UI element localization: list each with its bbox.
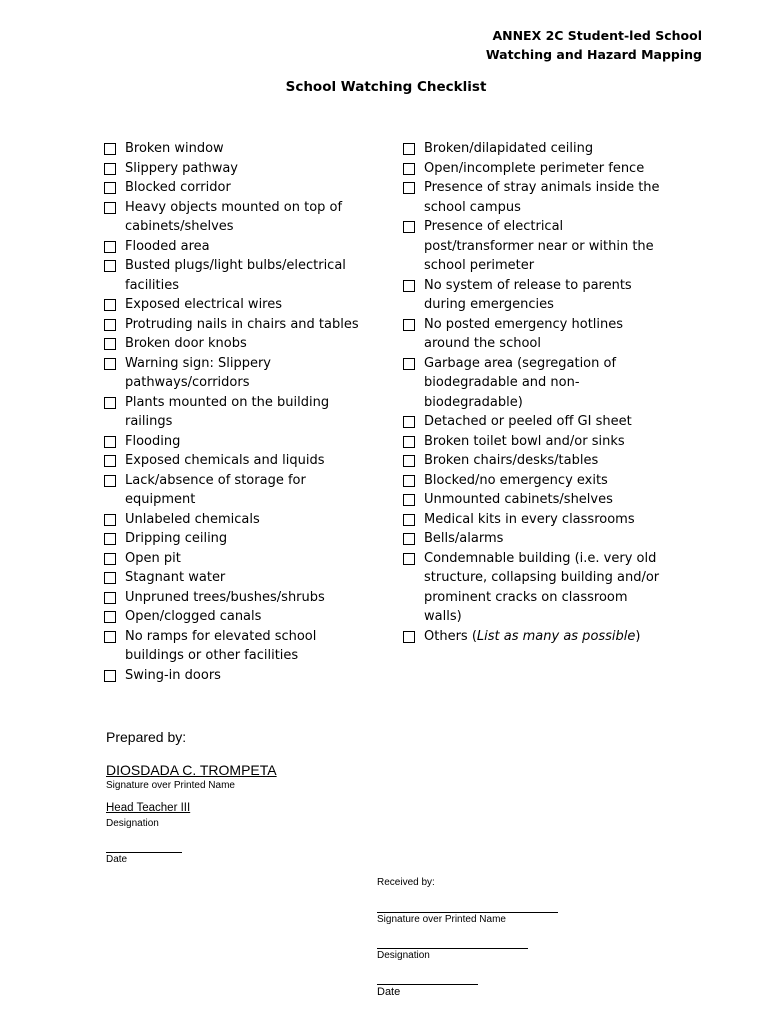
preparer-date-line bbox=[106, 852, 182, 853]
checklist-item-label: Broken window bbox=[125, 141, 224, 156]
checkbox[interactable] bbox=[403, 494, 415, 506]
checklist-item-label: Blocked/no emergency exits bbox=[424, 472, 608, 488]
checklist-item bbox=[104, 529, 374, 549]
checkbox[interactable] bbox=[104, 319, 116, 331]
checklist-item-label: No ramps for elevated school buildings or other facilities bbox=[125, 628, 317, 663]
checklist-item-label: Flooding bbox=[125, 433, 181, 449]
checklist-item bbox=[403, 412, 668, 432]
receiver-signature-line bbox=[377, 912, 558, 913]
page-title: School Watching Checklist bbox=[285, 79, 487, 95]
checklist-item-label: Garbage area (segregation of biodegradable and non-biodegradable) bbox=[424, 355, 617, 410]
checkbox[interactable] bbox=[104, 611, 116, 623]
checkbox[interactable] bbox=[104, 475, 116, 487]
checklist-item-label: No posted emergency hotlines around the school bbox=[424, 316, 624, 351]
checklist-item-label: Unlabeled chemicals bbox=[125, 511, 260, 527]
others-suffix: ) bbox=[635, 628, 641, 644]
checklist-item bbox=[403, 432, 668, 452]
checklist-item-label: No system of release to parents during emergencies bbox=[424, 277, 632, 312]
checklist-item-label: Blocked corridor bbox=[125, 180, 231, 195]
left-checklist bbox=[104, 139, 374, 685]
checkbox[interactable] bbox=[403, 319, 415, 331]
checkbox[interactable] bbox=[104, 260, 116, 272]
checkbox[interactable] bbox=[104, 143, 116, 155]
checklist-item bbox=[104, 510, 374, 530]
prepared-by-label: Prepared by: bbox=[106, 729, 187, 745]
checklist-item bbox=[104, 256, 374, 295]
checklist-item bbox=[104, 607, 374, 627]
preparer-designation-caption: Designation bbox=[106, 818, 159, 829]
checkbox[interactable] bbox=[403, 553, 415, 565]
received-by-label: Received by: bbox=[377, 877, 435, 888]
checkbox[interactable] bbox=[104, 202, 116, 214]
preparer-designation: Head Teacher III bbox=[106, 802, 191, 814]
checklist-item bbox=[104, 237, 374, 257]
checklist-item-label: Lack/absence of storage for equipment bbox=[125, 472, 306, 507]
checkbox[interactable] bbox=[104, 631, 116, 643]
checklist-item bbox=[104, 159, 374, 179]
receiver-designation-caption: Designation bbox=[377, 950, 430, 961]
others-instruction: List as many as possible bbox=[476, 628, 636, 644]
checklist-item-label: Broken door knobs bbox=[125, 336, 247, 351]
checklist-item bbox=[403, 178, 668, 217]
checklist-item bbox=[104, 471, 374, 510]
preparer-name: DIOSDADA C. TROMPETA bbox=[106, 762, 277, 778]
checklist-item bbox=[403, 510, 668, 530]
checkbox[interactable] bbox=[403, 163, 415, 175]
checklist-item bbox=[104, 451, 374, 471]
checklist-item-label: Warning sign: Slippery pathways/corridors bbox=[125, 355, 271, 390]
checkbox[interactable] bbox=[104, 163, 116, 175]
checkbox[interactable] bbox=[104, 553, 116, 565]
checklist-item bbox=[104, 568, 374, 588]
checkbox[interactable] bbox=[104, 358, 116, 370]
checklist-item bbox=[104, 139, 374, 159]
annex-line-2: Watching and Hazard Mapping bbox=[485, 47, 702, 62]
checklist-item-label: Unmounted cabinets/shelves bbox=[424, 492, 613, 507]
checklist-item-label: Dripping ceiling bbox=[125, 531, 228, 546]
checkbox[interactable] bbox=[403, 280, 415, 292]
checkbox[interactable] bbox=[403, 182, 415, 194]
checkbox[interactable] bbox=[403, 514, 415, 526]
checkbox[interactable] bbox=[403, 455, 415, 467]
checklist-item bbox=[403, 490, 668, 510]
checklist-item bbox=[403, 529, 668, 549]
checkbox[interactable] bbox=[104, 533, 116, 545]
checklist-item bbox=[403, 139, 668, 159]
checklist-item-label: Stagnant water bbox=[125, 570, 226, 585]
checklist-item-label: Plants mounted on the building railings bbox=[125, 394, 330, 429]
checklist-item bbox=[403, 159, 668, 179]
checklist-item bbox=[403, 549, 668, 627]
receiver-date-line bbox=[377, 984, 478, 985]
checklist-item-label: Medical kits in every classrooms bbox=[424, 511, 635, 527]
checkbox[interactable] bbox=[104, 670, 116, 682]
checklist-item bbox=[403, 471, 668, 491]
checklist-item bbox=[403, 354, 668, 413]
checklist-item-label: Broken toilet bowl and/or sinks bbox=[424, 433, 625, 449]
receiver-signature-caption: Signature over Printed Name bbox=[377, 914, 506, 925]
checkbox[interactable] bbox=[104, 338, 116, 350]
checklist-item-label: Bells/alarms bbox=[424, 531, 504, 546]
checklist-item-label: Heavy objects mounted on top of cabinets/shelves bbox=[125, 199, 343, 234]
checkbox[interactable] bbox=[403, 358, 415, 370]
checkbox[interactable] bbox=[403, 475, 415, 487]
checklist-item bbox=[104, 315, 374, 335]
checkbox[interactable] bbox=[403, 416, 415, 428]
checkbox[interactable] bbox=[403, 221, 415, 233]
checklist-item-label: Slippery pathway bbox=[125, 160, 238, 176]
checklist-item-label: Presence of stray animals inside the school campus bbox=[424, 180, 660, 215]
checklist-item bbox=[104, 354, 374, 393]
checklist-item bbox=[403, 315, 668, 354]
preparer-signature-caption: Signature over Printed Name bbox=[106, 780, 235, 791]
checkbox[interactable] bbox=[104, 436, 116, 448]
checklist-item-label: Unpruned trees/bushes/shrubs bbox=[125, 589, 325, 605]
checkbox[interactable] bbox=[104, 455, 116, 467]
receiver-date-caption: Date bbox=[377, 986, 401, 998]
others-prefix: Others ( bbox=[424, 628, 477, 644]
checklist-item-label: Detached or peeled off GI sheet bbox=[424, 414, 632, 429]
checklist-item-label: Open/incomplete perimeter fence bbox=[424, 160, 645, 176]
right-checklist bbox=[403, 139, 668, 646]
receiver-designation-line bbox=[377, 948, 528, 949]
checklist-item-label: Open/clogged canals bbox=[125, 609, 262, 624]
checklist-item-label: Exposed chemicals and liquids bbox=[125, 453, 325, 468]
checklist-item-label: Open pit bbox=[125, 550, 181, 566]
checklist-item-others bbox=[403, 627, 668, 647]
others-label bbox=[424, 627, 668, 647]
checkbox[interactable] bbox=[104, 299, 116, 311]
checklist-item-label: Presence of electrical post/transformer near or within the school perimeter bbox=[424, 219, 654, 273]
checklist-item-label: Broken chairs/desks/tables bbox=[424, 453, 599, 468]
checklist-item bbox=[104, 627, 374, 666]
checkbox[interactable] bbox=[104, 592, 116, 604]
annex-header bbox=[486, 26, 702, 64]
checklist-item-label: Exposed electrical wires bbox=[125, 297, 283, 312]
annex-line-1: ANNEX 2C Student-led School bbox=[492, 28, 702, 43]
checklist-item bbox=[104, 588, 374, 608]
checklist-item bbox=[104, 549, 374, 569]
checkbox[interactable] bbox=[403, 143, 415, 155]
checklist-item bbox=[104, 334, 374, 354]
checklist-item bbox=[104, 432, 374, 452]
checklist-item bbox=[104, 178, 374, 198]
checklist-item bbox=[403, 217, 668, 276]
checklist-item bbox=[104, 666, 374, 686]
checkbox[interactable] bbox=[104, 397, 116, 409]
checklist-item bbox=[403, 276, 668, 315]
checkbox[interactable] bbox=[403, 436, 415, 448]
checklist-item-label: Condemnable building (i.e. very old structure, collapsing building and/or prominent cracks on classroom walls) bbox=[424, 550, 660, 624]
checklist-item bbox=[104, 198, 374, 237]
preparer-date-caption: Date bbox=[106, 854, 128, 865]
checkbox[interactable] bbox=[403, 631, 415, 643]
checklist-item bbox=[104, 295, 374, 315]
checklist-item-label: Flooded area bbox=[125, 238, 210, 254]
checklist-item bbox=[104, 393, 374, 432]
checkbox[interactable] bbox=[403, 533, 415, 545]
checklist-item-label: Protruding nails in chairs and tables bbox=[125, 316, 359, 332]
checklist-item-label: Swing-in doors bbox=[125, 667, 221, 683]
checklist-item-label: Broken/dilapidated ceiling bbox=[424, 141, 594, 156]
checkbox[interactable] bbox=[104, 572, 116, 584]
checkbox[interactable] bbox=[104, 514, 116, 526]
checkbox[interactable] bbox=[104, 182, 116, 194]
checkbox[interactable] bbox=[104, 241, 116, 253]
checklist-item bbox=[403, 451, 668, 471]
checklist-item-label: Busted plugs/light bulbs/electrical facilities bbox=[125, 258, 346, 293]
